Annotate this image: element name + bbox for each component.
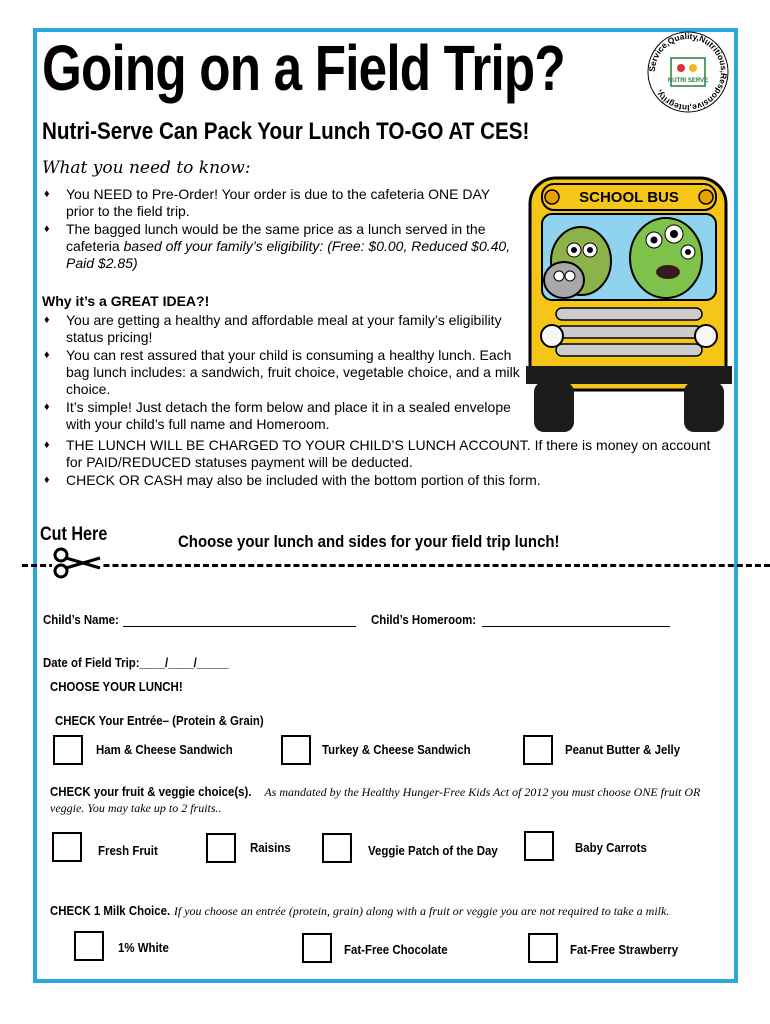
turkey-cheese-label: Turkey & Cheese Sandwich: [322, 742, 471, 757]
scissors-icon: [52, 546, 102, 580]
homeroom-label: Child’s Homeroom:: [371, 612, 477, 627]
ham-cheese-label: Ham & Cheese Sandwich: [96, 742, 233, 757]
entree-heading: CHECK Your Entrée– (Protein & Grain): [55, 713, 264, 728]
need-list: [42, 186, 520, 273]
cut-line: [22, 564, 770, 567]
veggie-patch-checkbox[interactable]: [322, 833, 352, 863]
milk-heading: CHECK 1 Milk Choice.: [50, 903, 171, 918]
strawberry-milk-label: Fat-Free Strawberry: [570, 942, 679, 957]
white-milk-checkbox[interactable]: [74, 931, 104, 961]
bus-sign: SCHOOL BUS: [579, 189, 679, 206]
baby-carrots-checkbox[interactable]: [524, 831, 554, 861]
why-list-a: [42, 312, 520, 434]
why-heading: Why it’s a GREAT IDEA?!: [42, 293, 210, 309]
pbj-checkbox[interactable]: [523, 735, 553, 765]
chocolate-milk-checkbox[interactable]: [302, 933, 332, 963]
list-item: ♦ It’s simple! Just detach the form below and place it in a sealed envelope with your child’s full name and Homeroom.: [44, 399, 511, 432]
need-heading: What you need to know:: [42, 158, 251, 178]
pbj-label: Peanut Butter & Jelly: [565, 742, 681, 757]
list-item: ♦ The bagged lunch would be the same price as a lunch served in the cafeteria based off your family’s eligibility: (Free: $0.00, Reduced $0.40, Paid $2.85): [44, 221, 511, 271]
milk-note: If you choose an entrée (protein, grain) along with a fruit or veggie you are not required to take a milk.: [173, 904, 670, 918]
list-item: ♦ You are getting a healthy and affordable meal at your family’s eligibility status pricing!: [44, 312, 502, 345]
seal-logo-text: NUTRI SERVE: [667, 78, 709, 84]
ham-cheese-checkbox[interactable]: [53, 735, 83, 765]
list-item: ♦ You NEED to Pre-Order! Your order is due to the cafeteria ONE DAY prior to the field trip.: [44, 186, 490, 219]
child-name-label: Child’s Name:: [43, 612, 119, 627]
raisins-checkbox[interactable]: [206, 833, 236, 863]
child-name-field[interactable]: [123, 626, 356, 627]
baby-carrots-label: Baby Carrots: [575, 840, 647, 855]
list-item: ♦ THE LUNCH WILL BE CHARGED TO YOUR CHILD’S LUNCH ACCOUNT. If there is money on account for PAID/REDUCED statuses payment will be deducted.: [44, 437, 711, 470]
school-bus-illustration: [526, 176, 732, 438]
page-title: Going on a Field Trip?: [42, 32, 565, 104]
homeroom-field[interactable]: [482, 626, 670, 627]
fresh-fruit-label: Fresh Fruit: [98, 843, 158, 858]
why-list-b: [42, 437, 722, 490]
strawberry-milk-checkbox[interactable]: [528, 933, 558, 963]
field-trip-date[interactable]: Date of Field Trip:____/____/_____: [43, 655, 229, 670]
choose-lunch-label: CHOOSE YOUR LUNCH!: [50, 679, 183, 694]
nutri-serve-seal: [646, 30, 730, 114]
page-subtitle: Nutri-Serve Can Pack Your Lunch TO-GO AT CES!: [42, 118, 530, 145]
fruit-note-2: veggie. You may take up to 2 fruits..: [50, 801, 222, 815]
cut-here-label: Cut Here: [40, 524, 108, 545]
fruit-heading-line: [50, 784, 700, 800]
turkey-cheese-checkbox[interactable]: [281, 735, 311, 765]
fresh-fruit-checkbox[interactable]: [52, 832, 82, 862]
fruit-heading: CHECK your fruit & veggie choice(s).: [50, 784, 252, 799]
list-item: ♦ You can rest assured that your child is consuming a healthy lunch. Each bag lunch includes: a sandwich, fruit choice, vegetable choice, and a milk choice.: [44, 347, 520, 397]
veggie-patch-label: Veggie Patch of the Day: [368, 843, 498, 858]
milk-heading-line: [50, 903, 669, 919]
chocolate-milk-label: Fat-Free Chocolate: [344, 942, 448, 957]
seal-text: Service,Quality,Nutritious,Responsive,Integrity,: [646, 30, 730, 114]
raisins-label: Raisins: [250, 840, 291, 855]
choose-lunch-heading: Choose your lunch and sides for your field trip lunch!: [178, 532, 560, 551]
fruit-note: As mandated by the Healthy Hunger-Free Kids Act of 2012 you must choose ONE fruit OR: [264, 785, 701, 799]
list-item: ♦ CHECK OR CASH may also be included with the bottom portion of this form.: [44, 472, 541, 488]
white-milk-label: 1% White: [118, 940, 169, 955]
